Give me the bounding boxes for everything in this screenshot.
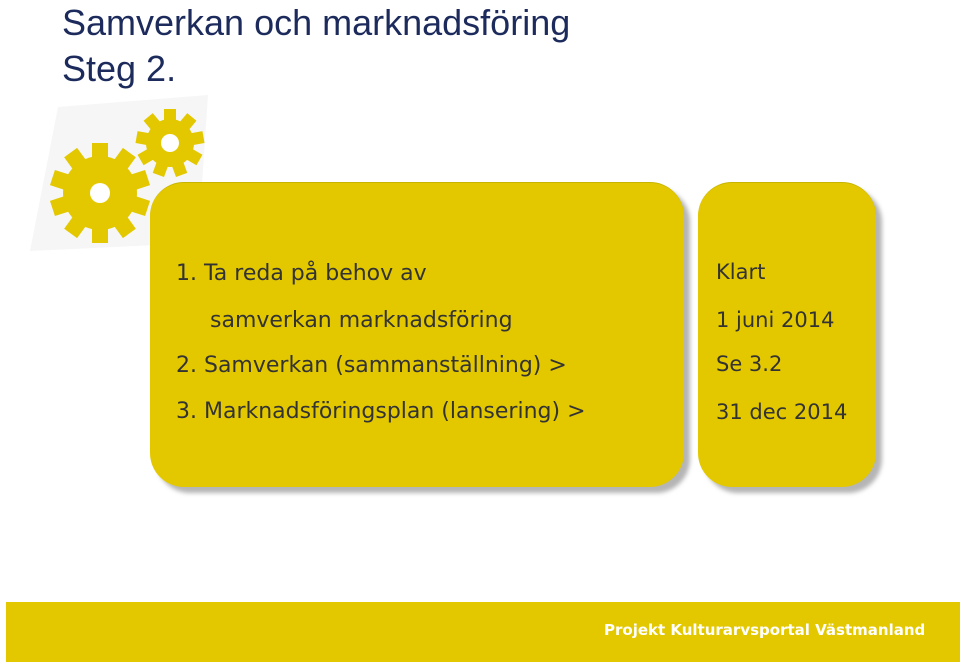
slide-title-line2: Steg 2. <box>62 48 177 89</box>
step-item-2: 2. Samverkan (sammanställning) > <box>176 353 567 378</box>
status-panel <box>698 182 876 487</box>
slide-title-line1: Samverkan och marknadsföring <box>62 2 571 43</box>
step-item-1-continued: samverkan marknadsföring <box>210 308 513 333</box>
status-line-4: 31 dec 2014 <box>716 400 848 424</box>
slide-title <box>62 0 570 92</box>
step-item-1: 1. Ta reda på behov av <box>176 261 427 286</box>
status-line-3: Se 3.2 <box>716 352 783 376</box>
status-line-1: Klart <box>716 260 766 284</box>
step-item-3: 3. Marknadsföringsplan (lansering) > <box>176 399 586 424</box>
status-line-2: 1 juni 2014 <box>716 308 835 332</box>
footer-project-name: Projekt Kulturarvsportal Västmanland <box>604 621 926 639</box>
